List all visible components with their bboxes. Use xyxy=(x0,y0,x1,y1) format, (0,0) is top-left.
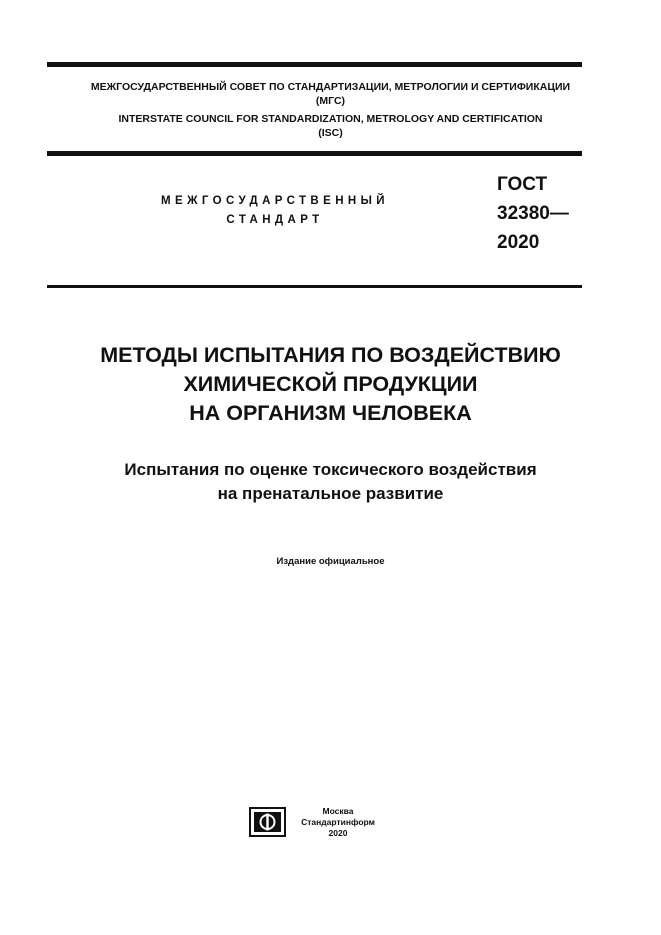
subtitle-line2: на пренатальное развитие xyxy=(217,484,444,503)
gost-number: 32380— xyxy=(497,203,569,224)
gost-prefix: ГОСТ xyxy=(497,174,548,195)
gost-designation xyxy=(497,170,569,257)
standartinform-logo-icon xyxy=(249,807,286,837)
document-subtitle xyxy=(30,458,631,506)
title-line2: ХИМИЧЕСКОЙ ПРОДУКЦИИ xyxy=(183,372,478,396)
publisher-city: Москва xyxy=(322,806,354,816)
edition-note: Издание официальное xyxy=(276,556,385,567)
standard-label xyxy=(120,192,430,230)
publisher-block xyxy=(293,806,383,839)
council-ru xyxy=(47,80,614,108)
council-ru-abbr: (МГС) xyxy=(315,95,346,107)
publisher-name: Стандартинформ xyxy=(301,817,375,827)
subtitle-line1: Испытания по оценке токсического воздействия xyxy=(124,460,537,479)
council-en-name: INTERSTATE COUNCIL FOR STANDARDIZATION, METROLOGY AND CERTIFICATION xyxy=(118,113,543,125)
council-en xyxy=(47,112,614,140)
council-en-abbr: (ISC) xyxy=(318,127,343,139)
section-rule xyxy=(47,285,582,288)
standard-label-line1: МЕЖГОСУДАРСТВЕННЫЙ xyxy=(161,195,389,207)
publisher-year: 2020 xyxy=(328,828,348,838)
title-line1: МЕТОДЫ ИСПЫТАНИЯ ПО ВОЗДЕЙСТВИЮ xyxy=(100,343,561,367)
document-title xyxy=(30,341,631,428)
council-ru-name: МЕЖГОСУДАРСТВЕННЫЙ СОВЕТ ПО СТАНДАРТИЗАЦИИ, МЕТРОЛОГИИ И СЕРТИФИКАЦИИ xyxy=(90,81,571,93)
top-rule xyxy=(47,62,582,67)
gost-year: 2020 xyxy=(497,232,540,253)
standard-label-line2: СТАНДАРТ xyxy=(226,214,324,226)
title-line3: НА ОРГАНИЗМ ЧЕЛОВЕКА xyxy=(189,401,472,425)
middle-rule xyxy=(47,151,582,156)
